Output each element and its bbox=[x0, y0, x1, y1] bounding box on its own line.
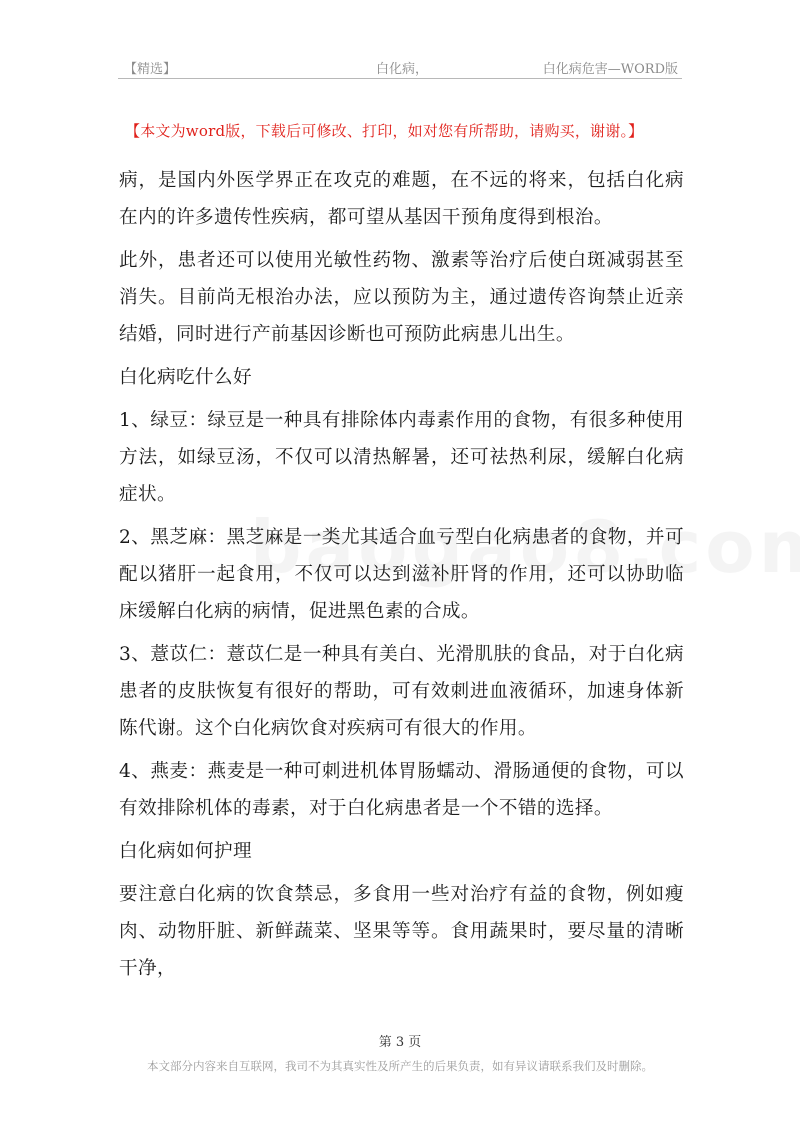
header-left-label: 【精选】 bbox=[124, 62, 177, 77]
section-heading: 白化病吃什么好 bbox=[119, 367, 252, 388]
list-item: 2、黑芝麻：黑芝麻是一类尤其适合血亏型白化病患者的食物，并可配以猪肝一起食用，不仅可以达到滋补肝肾的作用，还可以协助临床缓解白化病的病情，促进黑色素的合成。 bbox=[119, 527, 684, 622]
footer-disclaimer: 本文部分内容来自互联网，我司不为其真实性及所产生的后果负责，如有异议请联系我们及时删除。 bbox=[147, 1059, 653, 1073]
header-right-label: 白化病危害—WORD版 bbox=[542, 62, 678, 77]
page-number: 第 3 页 bbox=[378, 1035, 422, 1050]
paragraph: 病，是国内外医学界正在攻克的难题，在不远的将来，包括白化病在内的许多遗传性疾病，都可望从基因干预角度得到根治。 bbox=[119, 170, 684, 228]
header-center-label: 白化病， bbox=[376, 62, 429, 77]
download-notice: 【本文为word版，下载后可修改、打印，如对您有所帮助，请购买，谢谢。】 bbox=[125, 122, 644, 140]
paragraph: 要注意白化病的饮食禁忌，多食用一些对治疗有益的食物，例如瘦肉、动物肝脏、新鲜蔬菜、坚果等等。食用蔬果时，要尽量的清晰干净， bbox=[119, 884, 684, 979]
page-header bbox=[118, 56, 682, 79]
paragraph: 此外，患者还可以使用光敏性药物、激素等治疗后使白斑减弱甚至消失。目前尚无根治办法，应以预防为主，通过遗传咨询禁止近亲结婚，同时进行产前基因诊断也可预防此病患儿出生。 bbox=[119, 250, 684, 345]
section-heading: 白化病如何护理 bbox=[119, 841, 252, 862]
document-body bbox=[119, 162, 684, 993]
list-item: 3、薏苡仁：薏苡仁是一种具有美白、光滑肌肤的食品，对于白化病患者的皮肤恢复有很好的帮助，可有效刺进血液循环，加速身体新陈代谢。这个白化病饮食对疾病可有很大的作用。 bbox=[119, 644, 684, 739]
list-item: 1、绿豆：绿豆是一种具有排除体内毒素作用的食物，有很多种使用方法，如绿豆汤，不仅可以清热解暑，还可祛热利尿，缓解白化病症状。 bbox=[119, 410, 684, 505]
list-item: 4、燕麦：燕麦是一种可刺进机体胃肠蠕动、滑肠通便的食物，可以有效排除机体的毒素，对于白化病患者是一个不错的选择。 bbox=[119, 761, 684, 819]
